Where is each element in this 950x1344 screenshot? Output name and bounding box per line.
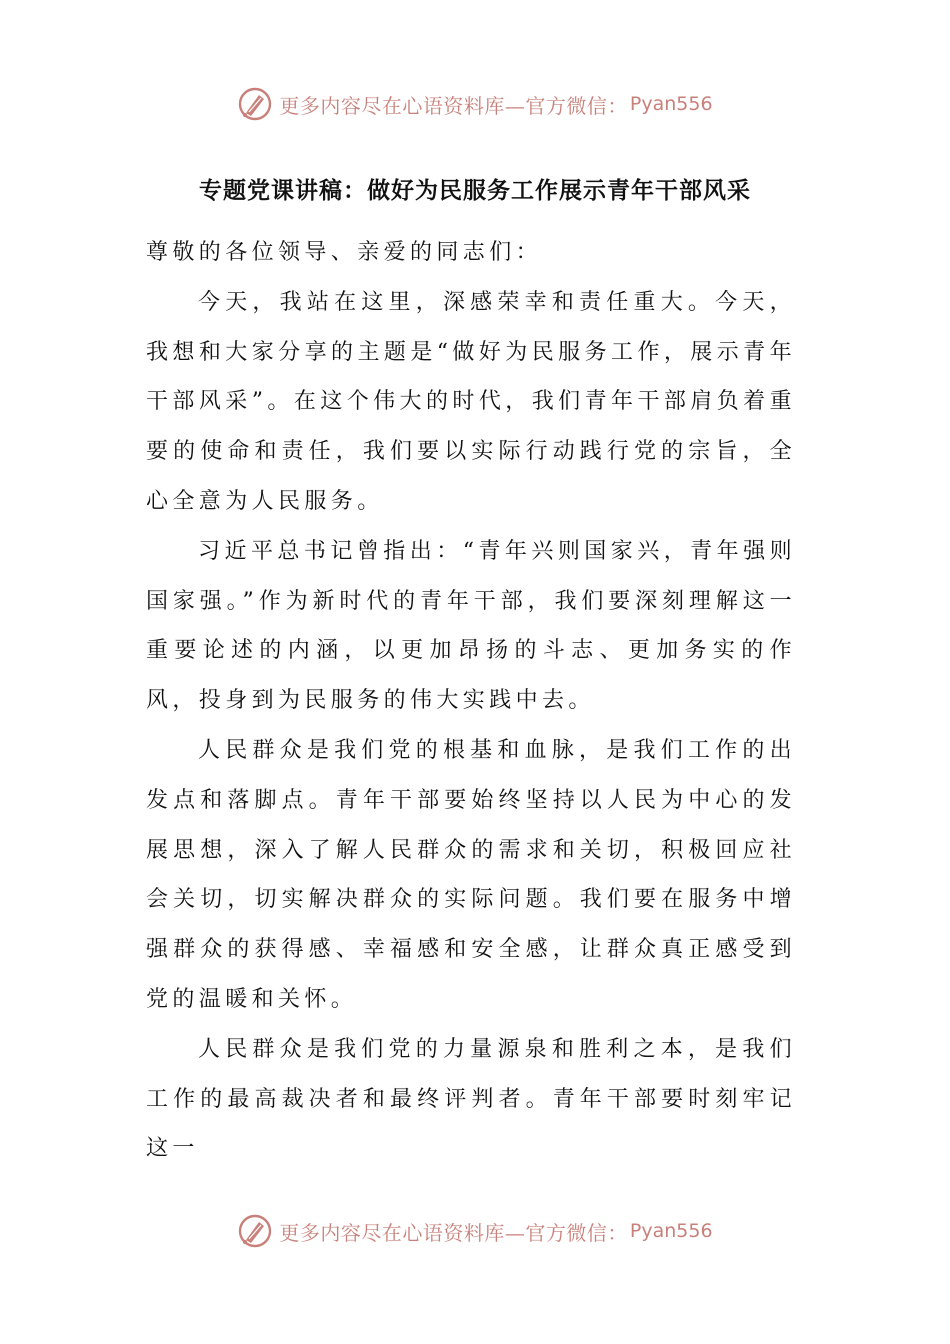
pen-nib-circle-icon	[237, 1213, 273, 1249]
header-banner	[0, 84, 950, 124]
paragraph: 人民群众是我们党的根基和血脉，是我们工作的出发点和落脚点。青年干部要始终坚持以人民为中心的发展思想，深入了解人民群众的需求和关切，积极回应社会关切，切实解决群众的实际问题。我们要在服务中增强群众的获得感、幸福感和安全感，让群众真正感受到党的温暖和关怀。	[146, 737, 796, 1012]
footer-banner	[0, 1211, 950, 1251]
paragraph: 人民群众是我们党的力量源泉和胜利之本，是我们工作的最高裁决者和最终评判者。青年干部要时刻牢记这一	[146, 1036, 796, 1162]
promo-text: 更多内容尽在心语资料库—官方微信：	[279, 93, 628, 118]
wechat-id: Pyan556	[629, 93, 713, 115]
wechat-id: Pyan556	[629, 1220, 713, 1242]
document-body	[146, 228, 796, 1174]
paragraph: 习近平总书记曾指出：“青年兴则国家兴，青年强则国家强。”作为新时代的青年干部，我们要深刻理解这一重要论述的内涵，以更加昂扬的斗志、更加务实的作风，投身到为民服务的伟大实践中去。	[146, 538, 796, 714]
document-title: 专题党课讲稿：做好为民服务工作展示青年干部风采	[199, 178, 751, 204]
promo-text: 更多内容尽在心语资料库—官方微信：	[279, 1220, 628, 1245]
greeting: 尊敬的各位领导、亲爱的同志们：	[146, 240, 543, 265]
paragraph: 今天，我站在这里，深感荣幸和责任重大。今天，我想和大家分享的主题是“做好为民服务工作，展示青年干部风采”。在这个伟大的时代，我们青年干部肩负着重要的使命和责任，我们要以实际行动践行党的宗旨，全心全意为人民服务。	[146, 289, 796, 514]
pen-nib-circle-icon	[237, 86, 273, 122]
